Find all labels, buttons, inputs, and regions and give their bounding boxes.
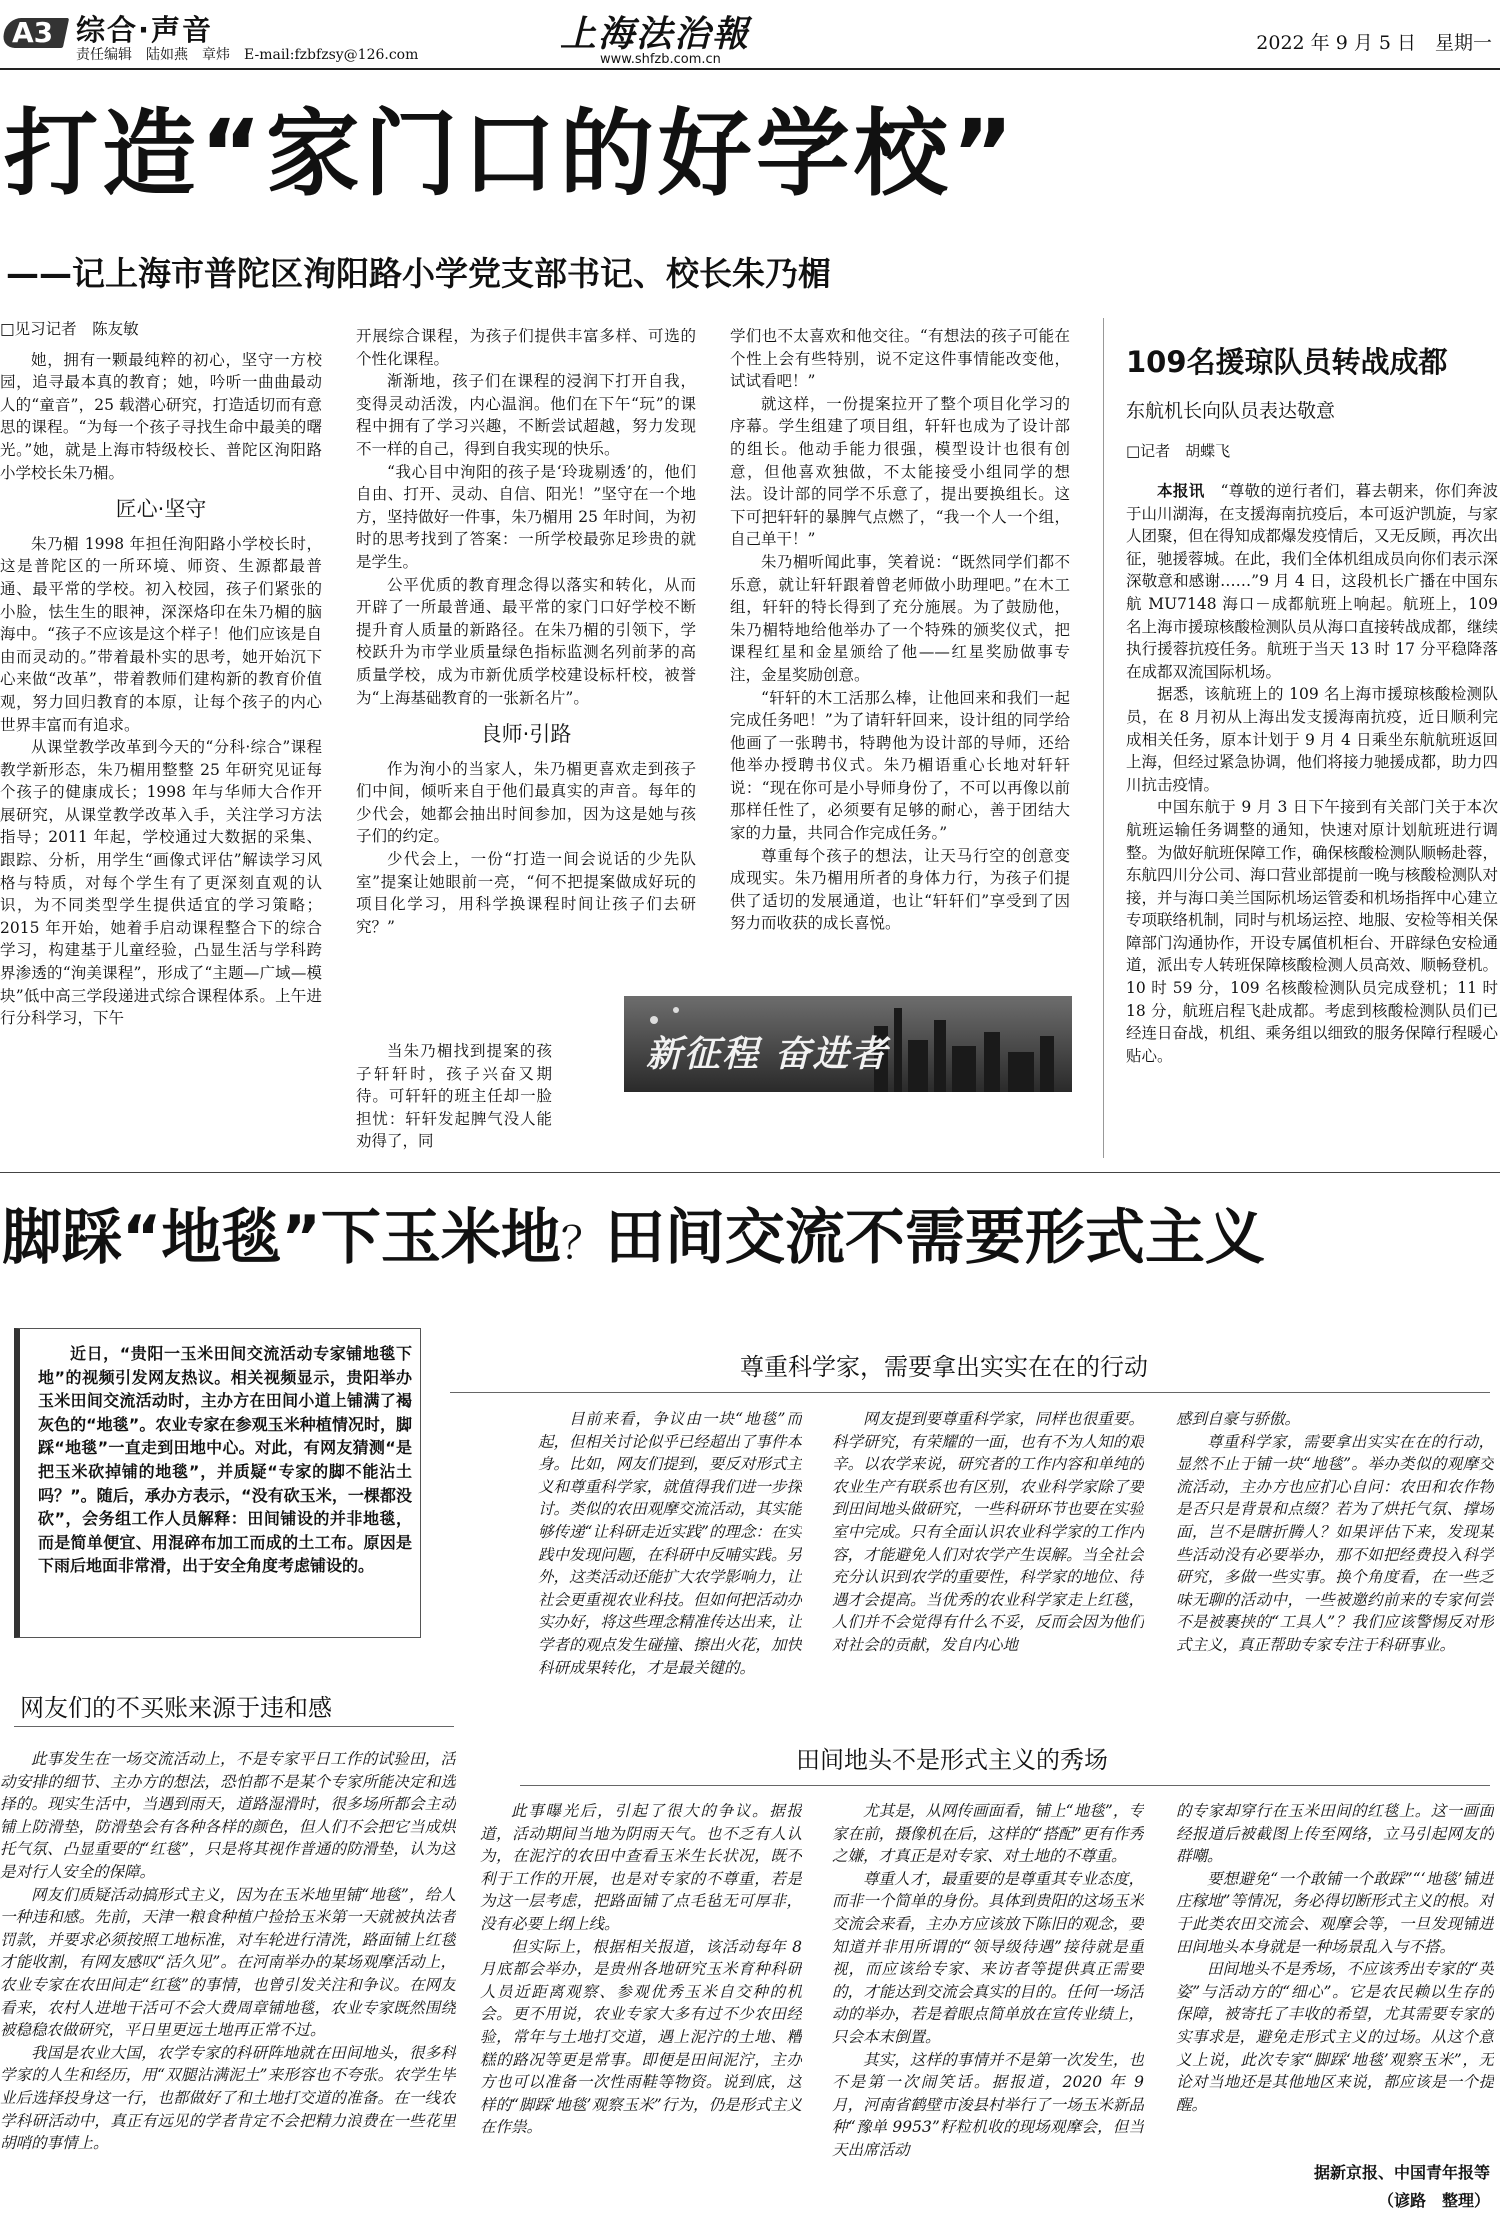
- story2-byline: □记者 胡蝶飞: [1126, 442, 1231, 460]
- paragraph: 感到自豪与骄傲。: [1176, 1410, 1301, 1428]
- subhead-disconnect: 网友们的不买账来源于违和感: [20, 1694, 332, 1722]
- masthead-rule: [0, 68, 1500, 70]
- subhead-rule-1: [450, 1392, 1490, 1393]
- source-note: 据新京报、中国青年报等: [1313, 2163, 1490, 2182]
- story2-headline: 109名援琼队员转战成都: [1126, 345, 1448, 379]
- paragraph: 中国东航于 9 月 3 日下午接到有关部门关于本次航班运输任务调整的通知，快速对原计划航班进行调整。为做好航班保障工作，确保核酸检测队顺畅赴蓉，东航四川分公司、海口营业部提前一晚与核酸检测队对接，并与海口美兰国际机场运管委和机场指挥中心建立专项联络机制，同时与机场运控、地服、安检等相关保障部门沟通协作，开设专属值机柜台、开辟绿色安检通道，派出专人转班保障核酸检测人员高效、顺畅登机。10 时 59 分，109 名核酸检测队员完成登机；11 时 18 分，航班启程飞赴成都。考虑到核酸检测队员们已经连日奋战，机组、乘务组以细致的服务保障行程暖心贴心。: [1126, 798, 1498, 1065]
- story3-lower-col4: [1176, 1800, 1494, 2150]
- paragraph: 其实，这样的事情并不是第一次发生，也不是第一次闹笑话。据报道，2020 年 9 月，河南省鹤壁市浚县村举行了一场玉米新品种“豫单 9953”籽粒机收的现场观摩会，但当天出席活动: [832, 2050, 1144, 2159]
- story1-col2: [356, 325, 696, 1093]
- subhead-respect: 尊重科学家，需要拿出实实在在的行动: [740, 1353, 1148, 1381]
- issue-date: 2022 年 9 月 5 日 星期一: [1256, 32, 1492, 54]
- story1-byline: □见习记者 陈友敏: [0, 320, 139, 338]
- paragraph: 此事发生在一场交流活动上，不是专家平日工作的试验田，活动安排的细节、主办方的想法，恐怕都不是某个专家所能决定和选择的。现实生活中，当遇到雨天，道路湿滑时，很多场所都会主动铺上防滑垫，防滑垫会有各种各样的颜色，但人们不会把它当成烘托气氛、凸显重要的“红毯”，只是将其视作普通的防滑垫，认为这是对行人安全的保障。: [0, 1750, 456, 1881]
- section-title: 综合·声音: [76, 13, 214, 47]
- paragraph: 尊重人才，最重要的是尊重其专业态度，而非一个简单的身份。具体到贵阳的这场玉米交流会来看，主办方应该放下陈旧的观念，要知道并非用所谓的“领导级待遇”接待就是重视，而应该给专家、来访者等提供真正需要的，才能达到交流会真实的目的。任何一场活动的举办，若是着眼点简单放在宣传业绩上，只会本末倒置。: [832, 1869, 1144, 2046]
- subhead-rule-3: [520, 1785, 1490, 1786]
- paragraph: “尊敬的逆行者们，暮去朝来，你们奔波于山川湖海，在支援海南抗疫后，本可返沪凯旋，与家人团聚，但在得知成都爆发疫情后，又无反顾，再次出征，驰援蓉城。在此，我们全体机组成员向你们表示深深敬意和感谢……”9 月 4 日，这段机长广播在中国东航 MU7148 海口－成都航班上响起。航班上，109 名上海市援琼核酸检测队员从海口直接转战成都，继续执行援蓉抗疫任务。航班于当天 13 时 17 分平稳降落在成都双流国际机场。: [1126, 482, 1498, 681]
- banner-image: [624, 996, 1072, 1092]
- banner-text: 新征程 奋进者: [646, 1034, 889, 1075]
- story1-col2-tail: [356, 1040, 552, 1156]
- editor-note: （谚路 整理）: [1377, 2191, 1490, 2210]
- intro-text: [38, 1342, 412, 1632]
- paragraph: 网友们质疑活动搞形式主义，因为在玉米地里铺“地毯”，给人一种违和感。先前，天津一粮食种植户捡拾玉米第一天就被执法者罚款，并要求必须按照工地标准，对车轮进行清洗，路面铺上红毯才能收割，有网友感叹“活久见”。在河南举办的某场观摩活动上，农业专家在农田间走“红毯”的事情，也曾引发关注和争议。在网友看来，农村人进地干活可不会大费周章铺地毯，农业专家既然围绕被稳稳农做研究，平日里更远土地再正常不过。: [0, 1885, 456, 2040]
- paragraph: 近日，“贵阳一玉米田间交流活动专家铺地毯下地”的视频引发网友热议。相关视频显示，贵阳举办玉米田间交流活动时，主办方在田间小道上铺满了褐灰色的“地毯”。农业专家在参观玉米种植情况时，脚踩“地毯”一直走到田地中心。对此，有网友猜测“是把玉米砍掉铺的地毯”，并质疑“专家的脚不能沾土吗？”。随后，承办方表示，“没有砍玉米，一棵都没砍”，会务组工作人员解释：田间铺设的并非地毯，而是简单便宜、用混碎布加工而成的土工布。原因是下雨后地面非常滑，出于安全角度考虑铺设的。: [38, 1344, 412, 1576]
- page-number: A3: [12, 16, 54, 49]
- story1-subtitle: ——记上海市普陀区洵阳路小学党支部书记、校长朱乃楣: [6, 254, 831, 293]
- story3-lower-col2: [480, 1800, 802, 2226]
- subhead-show: 田间地头不是形式主义的秀场: [796, 1746, 1108, 1774]
- paragraph: 尤其是，从网传画面看，铺上“地毯”，专家在前，摄像机在后，这样的“搭配”更有作秀之嫌，才真正是对专家、对土地的不尊重。: [832, 1802, 1144, 1866]
- paragraph: 田间地头不是秀场，不应该秀出专家的“英姿”与活动方的“细心”。它是农民赖以生存的保障，被寄托了丰收的希望，尤其需要专家的实事求是，避免走形式主义的过场。从这个意义上说，此次专家“脚踩‘地毯’观察玉米”，无论对当地还是其他地区来说，都应该是一个提醒。: [1176, 1960, 1494, 2114]
- paragraph: 学们也不太喜欢和他交往。“有想法的孩子可能在个性上会有些特别，说不定这件事情能改变他，试试看吧！”: [730, 327, 1070, 391]
- story1-col3: [730, 325, 1070, 985]
- paragraph: 渐渐地，孩子们在课程的浸润下打开自我，变得灵动活泼，内心温润。他们在下午“玩”的课程中拥有了学习兴趣，不断尝试超越，努力发现不一样的自己，得到自我实现的快乐。: [356, 372, 696, 458]
- story2-subtitle: 东航机长向队员表达敬意: [1126, 400, 1336, 422]
- paragraph: 网友提到要尊重科学家，同样也很重要。科学研究，有荣耀的一面，也有不为人知的艰辛。以农学来说，研究者的工作内容和单纯的农业生产有联系也有区别，农业科学家除了要到田间地头做研究，一些科研环节也要在实验室中完成。只有全面认识农业科学家的工作内容，才能避免人们对农学产生误解。当全社会充分认识到农学的重要性，科学家的地位、待遇才会提高。当优秀的农业科学家走上红毯，人们并不会觉得有什么不妥，反而会因为他们对社会的贡献，发自内心地: [832, 1410, 1144, 1654]
- paragraph: 尊重科学家，需要拿出实实在在的行动，显然不止于铺一块“地毯”。举办类似的观摩交流活动，主办方也应扪心自问：农田和农作物是否只是背景和点缀？若为了烘托气氛、撑场面，岂不是瞎折腾人？如果评估下来，发现某些活动没有必要举办，那不如把经费投入科学研究，多做一些实事。换个角度看，在一些乏味无聊的活动中，一些被邀约前来的专家何尝不是被裹挟的“工具人”？我们应该警惕反对形式主义，真正帮助专家专注于科研事业。: [1176, 1432, 1494, 1654]
- story1-right-divider: [1103, 318, 1104, 1158]
- paragraph: 据悉，该航班上的 109 名上海市援琼核酸检测队员，在 8 月初从上海出发支援海南抗疫，近日顺利完成相关任务，原本计划于 9 月 4 日乘坐东航航班返回上海，但经过紧急协调，他们将接力驰援成都，助力四川抗击疫情。: [1126, 685, 1498, 794]
- subhead-rule-2: [14, 1726, 454, 1727]
- paragraph: 目前来看，争议由一块“地毯”而起，但相关讨论似乎已经超出了事件本身。比如，网友们提到，要反对形式主义和尊重科学家，就值得我们进一步探讨。类似的农田观摩交流活动，其实能够传递“让科研走近实践”的理念：在实践中发现问题，在科研中反哺实践。另外，这类活动还能扩大农学影响力，让社会更重视农业科技。但如何把活动办实办好，将这些理念精准传达出来，让学者的观点发生碰撞、擦出火花，加快科研成果转化，才是最关键的。: [538, 1410, 802, 1677]
- paragraph: 从课堂教学改革到今天的“分科·综合”课程教学新形态，朱乃楣用整整 25 年研究见证每个孩子的健康成长；1998 年与华师大合作开展研究，从课堂教学改革入手，关注学习方法指导；2011 年起，学校通过大数据的采集、跟踪、分析，用学生“画像式评估”解读学习风格与特质，对每个学生有了更深刻直观的认识，为不同类型学生提供适宜的学习策略；2015 年开始，她着手启动课程整合下的综合学习，构建基于儿童经验，凸显生活与学科跨界渗透的“洵美课程”，形成了“主题—广域—模块”低中高三学段递进式综合课程体系。上午进行分科学习，下午: [0, 738, 322, 1028]
- paragraph: 但实际上，根据相关报道，该活动每年 8 月底都会举办，是贵州各地研究玉米育种科研人员近距离观察、参观优秀玉米自交种的机会。更不用说，农业专家大多有过不少农田经验，常年与土地打交道，遇上泥泞的土地、糟糕的路况等更是常事。即便是田间泥泞，主办方也可以准备一次性雨鞋等物资。说到底，这样的“脚踩‘地毯’观察玉米”行为，仍是形式主义在作祟。: [480, 1937, 802, 2137]
- story3-headline-part2: 田间交流不需要形式主义: [604, 1203, 1265, 1273]
- paragraph: 的专家却穿行在玉米田间的红毯上。这一画面经报道后被截图上传至网络，立马引起网友的群嘲。: [1176, 1802, 1494, 1866]
- paper-url: www.shfzb.com.cn: [600, 52, 721, 67]
- paragraph: “我心目中洵阳的孩子是‘玲珑剔透’的，他们自由、打开、灵动、自信、阳光！”坚守在一个地方，坚持做好一件事，朱乃楣用 25 年时间，为初时的思考找到了答案：一所学校最弥足珍贵的就是学生。: [356, 462, 696, 571]
- story3-headline-question: ？: [560, 1218, 605, 1269]
- paragraph: 朱乃楣 1998 年担任洵阳路小学校长时，这是普陀区的一所环境、师资、生源都最普通、最平常的学校。初入校园，孩子们紧张的小脸，怯生生的眼神，深深烙印在朱乃楣的脑海中。“孩子不应该是这个样子！他们应该是自由而灵动的。”带着最朴实的思考，她开始沉下心来做“改革”，带着教师们建构新的教育价值观，努力回归教育的本原，让每个孩子的内心世界丰富而有追求。: [0, 534, 322, 734]
- paragraph: 公平优质的教育理念得以落实和转化，从而开辟了一所最普通、最平常的家门口好学校不断提升育人质量的新路径。在朱乃楣的引领下，学校跃升为市学业质量绿色指标监测名列前茅的高质量学校，成为市新优质学校建设标杆校，被誉为“上海基础教育的一张新名片”。: [356, 575, 696, 707]
- paragraph: 尊重每个孩子的想法，让天马行空的创意变成现实。朱乃楣用所者的身体力行，为孩子们提供了适切的发展通道，也让“轩轩们”享受到了因努力而收获的成长喜悦。: [730, 846, 1070, 933]
- paragraph: 朱乃楣听闻此事，笑着说：“既然同学们都不乐意，就让轩轩跟着曾老师做小助理吧。”在木工组，轩轩的特长得到了充分施展。为了鼓励他，朱乃楣特地给他举办了一个特殊的颁奖仪式，把课程红星和金星颁给了他——红星奖励做事专注，金星奖励创意。: [730, 552, 1070, 684]
- paragraph: 我国是农业大国，农学专家的科研阵地就在田间地头，很多科学家的人生和经历，用“双腿沾满泥土”来形容也不夸张。农学生毕业后选择投身这一行，也都做好了和土地打交道的准备。在一线农学科研活动中，真正有远见的学者肯定不会把精力浪费在一些花里胡哨的事情上。: [0, 2043, 456, 2153]
- paragraph: 当朱乃楣找到提案的孩子轩轩时，孩子兴奋又期待。可轩轩的班主任却一脸担忧：轩轩发起脾气没人能劝得了，同: [356, 1042, 552, 1151]
- subhead-jiangxin: 匠心·坚守: [115, 497, 207, 522]
- paragraph: 作为洵小的当家人，朱乃楣更喜欢走到孩子们中间，倾听来自于他们最真实的声音。每年的少代会，她都会抽出时间参加，因为这是她与孩子们的约定。: [356, 759, 696, 846]
- story3-headline-part1: 脚踩“地毯”下玉米地: [2, 1203, 561, 1273]
- paragraph: 少代会上，一份“打造一间会说话的少先队室”提案让她眼前一亮，“何不把提案做成好玩的项目化学习，用科学换课程时间让孩子们去研究？”: [356, 850, 696, 936]
- lead-label: 本报讯: [1157, 482, 1205, 500]
- story3-lower-col1: [0, 1748, 456, 2226]
- story3-upper-col3: [1176, 1408, 1494, 1726]
- story1-col1: [0, 318, 322, 1156]
- story1-headline: 打造“家门口的好学校”: [4, 100, 1018, 209]
- story3-headline: [2, 1198, 1265, 1284]
- subhead-liangshi: 良师·引路: [480, 722, 572, 747]
- paragraph: 就这样，一份提案拉开了整个项目化学习的序幕。学生组建了项目组，轩轩也成为了设计部的组长。他动手能力很强，模型设计也很有创意，但他喜欢独做，不太能接受小组同学的想法。设计部的同学不乐意了，提出要换组长。这下可把轩轩的暴脾气点燃了，“我一个人一个组，自己单干！”: [730, 394, 1070, 549]
- editors-line: 责任编辑 陆如燕 章炜 E-mail:fzbfzsy@126.com: [76, 47, 419, 63]
- story2-body: [1126, 480, 1498, 1158]
- paragraph: 她，拥有一颗最纯粹的初心，坚守一方校园，追寻最本真的教育；她，吟听一曲曲最动人的“童音”，25 载潜心研究，打造适切而有意思的课程。“为每一个孩子寻找生命中最美的曙光。”她，就是上海市特级校长、普陀区洵阳路小学校长朱乃楣。: [0, 350, 322, 482]
- section-divider: [0, 1172, 1500, 1173]
- story3-lower-col3: [832, 1800, 1144, 2226]
- story3-upper-col1: [538, 1408, 802, 1726]
- paragraph: “轩轩的木工活那么棒，让他回来和我们一起完成任务吧！”为了请轩轩回来，设计组的同学给他画了一张聘书，特聘他为设计部的导师，还给他举办授聘书仪式。朱乃楣语重心长地对轩轩说：“现在你可是小导师身份了，不可以再像以前那样任性了，必须要有足够的耐心，善于团结大家的力量，共同合作完成任务。”: [730, 688, 1070, 843]
- paper-name-logo: 上海法治報: [560, 13, 751, 55]
- paragraph: 要想避免“一个敢铺一个敢踩”“‘地毯’铺进庄稼地”等情况，务必得切断形式主义的根。对于此类农田交流会、观摩会等，一旦发现铺进田间地头本身就是一种场景乱入与不搭。: [1176, 1869, 1494, 1956]
- story3-upper-col2: [832, 1408, 1144, 1726]
- paragraph: 开展综合课程，为孩子们提供丰富多样、可选的个性化课程。: [356, 327, 696, 368]
- paragraph: 此事曝光后，引起了很大的争议。据报道，活动期间当地为阴雨天气。也不乏有人认为，在泥泞的农田中查看玉米生长状况，既不利于工作的开展，也是对专家的不尊重，若是为这一层考虑，把路面铺了点毛毡无可厚非，没有必要上纲上线。: [480, 1802, 802, 1933]
